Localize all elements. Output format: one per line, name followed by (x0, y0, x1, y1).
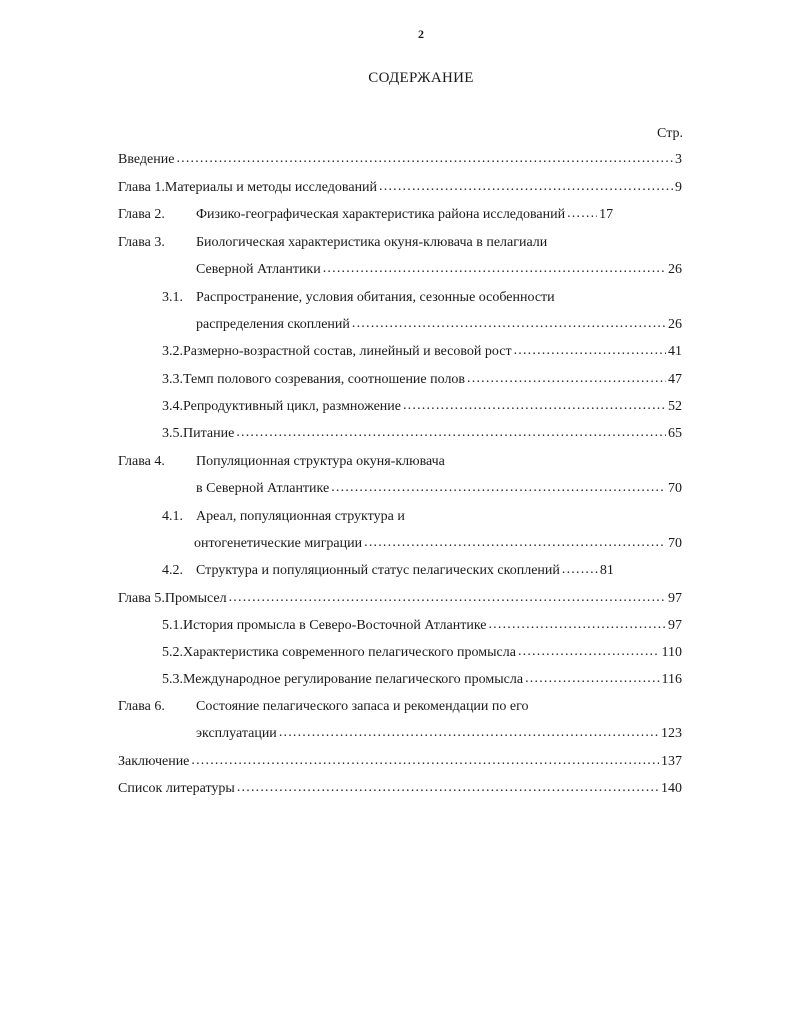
toc-entry-number: 5.2. (162, 645, 183, 660)
toc-leader-dots (176, 151, 673, 167)
toc-entry-number: Глава 2. (118, 207, 165, 222)
toc-entry (162, 290, 682, 310)
toc-entry-text: Промысел (164, 591, 227, 606)
toc-entry-text: Физико-географическая характеристика района исследований (196, 207, 566, 222)
toc-entry-text: Размерно-возрастной состав, линейный и весовой рост (183, 344, 512, 359)
toc-entry-text: Питание (183, 426, 235, 441)
toc-entry-text: Введение (118, 152, 175, 167)
toc-entry (118, 781, 682, 801)
toc-entry (162, 344, 682, 364)
toc-entry-number: Глава 1. (118, 180, 165, 195)
toc-entry-text: в Северной Атлантике (196, 481, 330, 496)
toc-leader-dots (562, 562, 598, 578)
toc-entry-page: 3 (675, 152, 682, 167)
toc-entry (194, 536, 682, 556)
toc-entry-page: 17 (599, 207, 614, 222)
toc-entry-text: Характеристика современного пелагического промысла (183, 645, 516, 660)
toc-leader-dots (331, 480, 666, 496)
toc-entry (162, 672, 682, 692)
toc-entry-page: 47 (668, 372, 682, 387)
toc-entry-page: 70 (668, 536, 682, 551)
toc-entry (162, 399, 682, 419)
toc-entry-page: 116 (661, 672, 682, 687)
toc-entry-page: 26 (668, 317, 682, 332)
toc-entry (118, 699, 682, 719)
toc-entry-page: 137 (661, 754, 682, 769)
toc-entry-page: 97 (668, 591, 682, 606)
toc-entry-number: 3.4. (162, 399, 183, 414)
toc-entry (118, 207, 682, 227)
toc-leader-dots (379, 179, 673, 195)
toc-entry (196, 481, 682, 501)
toc-entry-text: Международное регулирование пелагического промысла (183, 672, 524, 687)
toc-entry-page: 110 (661, 645, 682, 660)
page-number: 2 (418, 27, 424, 41)
toc-entry-page: 52 (668, 399, 682, 414)
toc-leader-dots (191, 753, 659, 769)
toc-leader-dots (237, 780, 659, 796)
toc-entry-text: Материалы и методы исследований (164, 180, 378, 195)
toc-entry-page: 140 (661, 781, 682, 796)
toc-entry-text: Темп полового созревания, соотношение полов (183, 372, 466, 387)
toc-entry-number: 3.3. (162, 372, 183, 387)
toc-entry-number: Глава 5. (118, 591, 165, 606)
toc-entry-text: Распространение, условия обитания, сезонные особенности (196, 290, 555, 305)
toc-entry-text: распределения скоплений (196, 317, 350, 332)
toc-entry-number: 4.1. (162, 509, 183, 524)
page-column-label: Стр. (657, 126, 683, 141)
toc-entry-text: Ареал, популяционная структура и (196, 509, 405, 524)
toc-entry (162, 618, 682, 638)
toc-entry (162, 645, 682, 665)
toc-leader-dots (352, 316, 666, 332)
toc-leader-dots (364, 535, 666, 551)
toc-entry-text: Заключение (118, 754, 190, 769)
toc-entry-page: 9 (675, 180, 682, 195)
toc-leader-dots (236, 425, 666, 441)
toc-entry-number: 3.2. (162, 344, 183, 359)
toc-entry (196, 317, 682, 337)
toc-entry (162, 372, 682, 392)
toc-entry (118, 235, 682, 255)
toc-leader-dots (323, 261, 666, 277)
toc-leader-dots (403, 398, 666, 414)
toc-entry-number: 5.3. (162, 672, 183, 687)
toc-entry-number: Глава 4. (118, 454, 165, 469)
toc-entry-text: онтогенетические миграции (194, 536, 363, 551)
toc-entry-text: Состояние пелагического запаса и рекомендации по его (196, 699, 529, 714)
toc-leader-dots (514, 343, 666, 359)
toc-entry (162, 509, 682, 529)
toc-entry-number: 5.1. (162, 618, 183, 633)
toc-entry (118, 454, 682, 474)
toc-entry-number: Глава 3. (118, 235, 165, 250)
page-title: СОДЕРЖАНИЕ (368, 70, 474, 86)
toc-entry-page: 26 (668, 262, 682, 277)
toc-entry-page: 41 (668, 344, 682, 359)
toc-entry-number: 4.2. (162, 563, 183, 578)
toc-entry-number: 3.1. (162, 290, 183, 305)
toc-entry-page: 123 (661, 726, 682, 741)
toc-entry-page: 70 (668, 481, 682, 496)
toc-entry-text: Репродуктивный цикл, размножение (183, 399, 401, 414)
toc-entry (118, 591, 682, 611)
toc-entry-number: 3.5. (162, 426, 183, 441)
toc-entry-text: Биологическая характеристика окуня-клювача в пелагиали (196, 235, 548, 250)
toc-entry-page: 97 (668, 618, 682, 633)
toc-entry (162, 426, 682, 446)
toc-leader-dots (279, 725, 659, 741)
toc-entry (162, 563, 682, 583)
toc-leader-dots (229, 590, 666, 606)
toc-entry (118, 754, 682, 774)
toc-entry (118, 152, 682, 172)
toc-leader-dots (518, 644, 660, 660)
toc-leader-dots (488, 617, 666, 633)
toc-entry-number: Глава 6. (118, 699, 165, 714)
toc-leader-dots (467, 371, 666, 387)
toc-entry-text: Популяционная структура окуня-клювача (196, 454, 445, 469)
toc-entry (118, 180, 682, 200)
toc-entry-page: 65 (668, 426, 682, 441)
toc-entry-page: 81 (599, 563, 614, 578)
toc-entry-text: Структура и популяционный статус пелагических скоплений (196, 563, 560, 578)
toc-entry-text: История промысла в Северо-Восточной Атлантике (183, 618, 487, 633)
toc-entry (196, 726, 682, 746)
toc-leader-dots (525, 671, 659, 687)
toc-entry-text: Список литературы (118, 781, 235, 796)
toc-entry-text: Северной Атлантики (196, 262, 321, 277)
toc-entry-text: эксплуатации (196, 726, 277, 741)
toc-leader-dots (567, 206, 597, 222)
toc-entry (196, 262, 682, 282)
